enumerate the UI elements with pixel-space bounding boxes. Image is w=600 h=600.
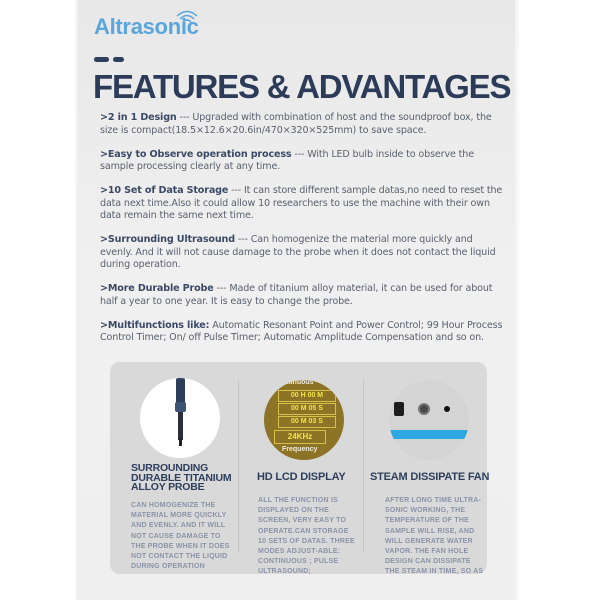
sound-wave-icon [176, 10, 198, 24]
power-socket-icon [394, 402, 404, 416]
feature-title: >2 in 1 Design [100, 112, 177, 123]
card-title: STEAM DISSIPATE FAN [370, 471, 490, 483]
card-description: AFTER LONG TIME ULTRA-SONIC WORKING, THE TEMPERATURE OF THE SAMPLE WILL RISE, AND WILL GENERATE WATER VAPOR. THE FAN HOLE DESIGN CAN DISSIPATE THE STEAM IN TIME, SO AS [385, 497, 484, 576]
feature-title: >Multifunctions like: [100, 319, 210, 331]
probe-handle [176, 378, 185, 404]
feature-separator: --- [291, 148, 308, 160]
lcd-row: 00 M 03 S [278, 416, 336, 428]
feature-title: >Easy to Observe operation process [100, 148, 292, 160]
feature-text: Can homogenize the material more quickly and evenly. And it will not cause damage to the probe when it does not contact the liquid during operation. [100, 234, 496, 270]
feature-item [100, 283, 505, 308]
brand-logo: Altrasonic [94, 14, 199, 39]
card-fan [363, 380, 490, 576]
lcd-frequency-label: Frequency [282, 446, 318, 453]
feature-title: >10 Set of Data Storage [100, 185, 229, 196]
card-description: CAN HOMOGENIZE THE MATERIAL MORE QUICKLY AND EVENLY. AND IT WILL NOT CAUSE DAMAGE TO THE PROBE WHEN IT DOES NOT CONTACT THE LIQUID DURING OPERATION [131, 502, 230, 571]
feature-item [100, 234, 505, 272]
feature-title: >Surrounding Ultrasound [100, 234, 235, 245]
probe-shaft [178, 412, 183, 440]
ports-image [389, 380, 469, 460]
probe-collar [175, 402, 186, 412]
feature-separator: --- [213, 283, 230, 294]
lcd-row: 00 M 05 S [278, 403, 336, 415]
feature-text: Upgraded with combination of host and the soundproof box, the size is compact(18.5×12.6×20.6in/470×320×525mm) to save space. [100, 112, 492, 136]
feature-separator: --- [234, 234, 251, 245]
round-connector-icon [418, 403, 430, 415]
probe-tip [179, 438, 182, 446]
probe-image [140, 378, 220, 458]
blue-stripe [389, 430, 469, 439]
features-list [100, 112, 505, 356]
decor-dash [94, 57, 109, 62]
feature-item [100, 149, 505, 174]
port-hole-icon [444, 406, 450, 412]
card-description: ALL THE FUNCTION IS DISPLAYED ON THE SCREEN, VERY EASY TO OPERATE.CAN STORAGE 10 SETS OF DATAS. THREE MODES ADJUST-ABLE: CONTINUOUS ; PULSE ULTRASOUND; [258, 497, 355, 576]
feature-item [100, 320, 505, 345]
feature-text: Automatic Resonant Point and Power Control; 99 Hour Process Control Timer; On/ off Pulse Timer; Automatic Amplitude Compensation and so on. [100, 319, 503, 343]
feature-cards [110, 362, 490, 576]
feature-title: >More Durable Probe [100, 283, 214, 294]
card-probe [110, 362, 238, 574]
feature-text: With LED bulb inside to observe the sample processing clearly at any time. [100, 148, 474, 172]
page-title: FEATURES & ADVANTAGES [93, 68, 511, 105]
feature-separator: --- [228, 185, 244, 196]
lcd-mode-label: ntinuous [284, 380, 314, 386]
feature-item [100, 112, 505, 137]
card-lcd [238, 380, 364, 576]
decor-dash [113, 57, 124, 62]
page-edge-right [515, 0, 521, 600]
lcd-row: 00 H 00 M [278, 390, 336, 402]
card-title: HD LCD DISPLAY [257, 471, 346, 483]
feature-item [100, 185, 505, 223]
card-title: SURROUNDING DURABLE TITANIUM ALLOY PROBE [131, 462, 232, 493]
lcd-image [264, 380, 344, 460]
feature-separator: --- [176, 112, 193, 123]
feature-text: It can store different sample datas,no need to reset the data next time.Also it could allow 10 researchers to use the machine with their own data remain the same next time. [100, 185, 503, 221]
feature-text: Made of titanium alloy material, it can be used for about half a year to one year. It is easy to change the probe. [100, 283, 493, 307]
lcd-frequency: 24KHz [274, 430, 326, 444]
